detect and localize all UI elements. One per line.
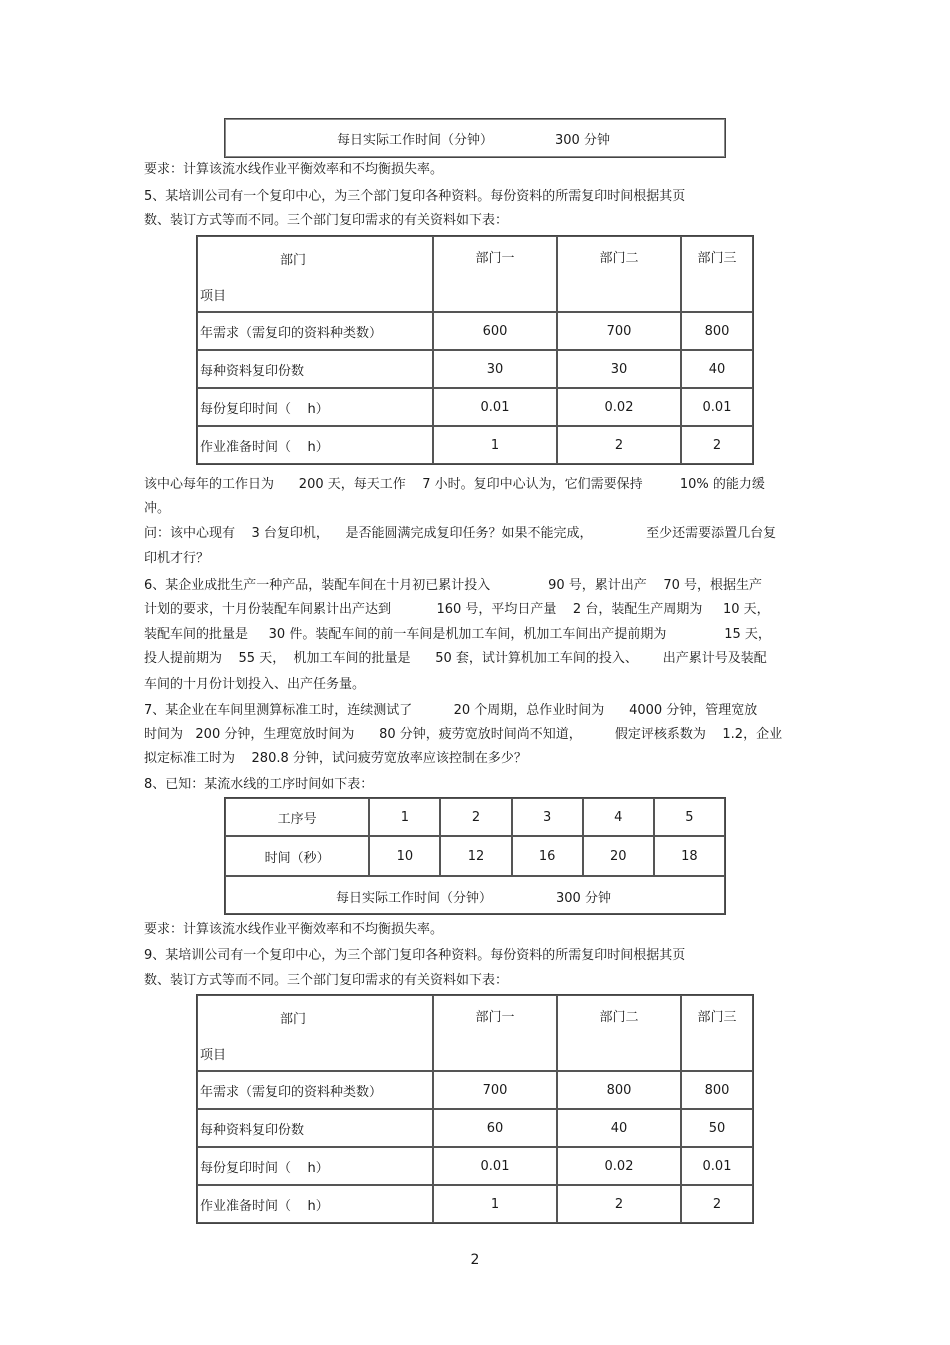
table-row [197,1185,753,1223]
corner-bottom: 项目 [200,1048,227,1063]
header-dept-3: 部门三 [681,995,753,1071]
cell: 4 [583,798,654,836]
text-line: 冲。 [144,501,171,516]
row-label: 工序号 [225,798,369,836]
row-label: 每种资料复印份数 [197,1109,433,1147]
text-line: 6、某企业成批生产一种产品，装配车间在十月初已累计投入 90 号，累计出产 70 号，根据生产 [144,578,763,593]
copy-demand-table-2 [196,994,754,1224]
row-label: 每份复印时间（ h） [197,388,433,426]
header-dept-1: 部门一 [433,995,557,1071]
corner-bottom: 项目 [200,289,227,304]
text-line: 车间的十月份计划投入、出产任务量。 [144,677,366,692]
summary-label: 每日实际工作时间（分钟） [336,891,493,906]
copy-demand-table-1 [196,235,754,465]
cell: 1 [369,798,440,836]
summary-value: 300 分钟 [555,133,610,148]
cell: 2 [440,798,511,836]
text-line: 时间为 200 分钟，生理宽放时间为 80 分钟，疲劳宽放时间尚不知道， 假定评核系数为 1.2，企业 [144,727,783,742]
row-label: 年需求（需复印的资料种类数） [197,312,433,350]
summary-label: 每日实际工作时间（分钟） [337,133,494,148]
text-line: 问：该中心现有 3 台复印机， 是否能圆满完成复印任务？如果不能完成， 至少还需要添置几台复 [144,526,777,541]
table-row [197,1109,753,1147]
text-line: 投人提前期为 55 天， 机加工车间的批量是 50 套，试计算机加工车间的投入、 出产累计号及装配 [144,651,767,666]
table-row [225,798,725,836]
table-row [197,350,753,388]
text-line: 该中心每年的工作日为 200 天，每天工作 7 小时。复印中心认为，它们需要保持 10% 的能力缓 [144,477,765,492]
text-line: 9、某培训公司有一个复印中心，为三个部门复印各种资料。每份资料的所需复印时间根据其页 [144,948,686,963]
row-label: 每份复印时间（ h） [197,1147,433,1185]
summary-cell [225,876,725,914]
header-dept-2: 部门二 [557,236,681,312]
cell: 5 [654,798,725,836]
cell: 2 [681,426,753,464]
cell: 40 [557,1109,681,1147]
text-line: 7、某企业在车间里测算标准工时，连续测试了 20 个周期，总作业时间为 4000 分钟，管理宽放 [144,703,758,718]
text-line: 要求：计算该流水线作业平衡效率和不均衡损失率。 [144,922,444,937]
page-number: 2 [470,1252,480,1268]
text-line: 要求：计算该流水线作业平衡效率和不均衡损失率。 [144,162,444,177]
row-label: 时间（秒） [225,836,369,876]
corner-top: 部门 [280,253,307,268]
cell: 2 [557,1185,681,1223]
text-line: 计划的要求，十月份装配车间累计出产达到 160 号，平均日产量 2 台，装配生产周期为 10 天， [144,602,770,617]
cell: 16 [512,836,583,876]
row-label: 年需求（需复印的资料种类数） [197,1071,433,1109]
table-row [197,388,753,426]
text-line: 5、某培训公司有一个复印中心，为三个部门复印各种资料。每份资料的所需复印时间根据其页 [144,189,686,204]
cell: 0.02 [557,388,681,426]
table-row [197,426,753,464]
corner-cell [197,995,433,1071]
cell: 700 [557,312,681,350]
cell: 0.01 [681,388,753,426]
table-row [225,876,725,914]
cell: 2 [681,1185,753,1223]
cell: 800 [681,312,753,350]
cell: 800 [557,1071,681,1109]
cell: 0.01 [433,388,557,426]
table-row [197,1071,753,1109]
cell: 18 [654,836,725,876]
cell: 700 [433,1071,557,1109]
summary-box-top [224,118,726,158]
cell: 0.01 [433,1147,557,1185]
cell: 1 [433,426,557,464]
cell: 3 [512,798,583,836]
cell: 600 [433,312,557,350]
text-line: 拟定标准工时为 280.8 分钟，试问疲劳宽放率应该控制在多少？ [144,751,527,766]
cell: 10 [369,836,440,876]
cell: 0.02 [557,1147,681,1185]
cell: 800 [681,1071,753,1109]
header-dept-2: 部门二 [557,995,681,1071]
table-row [225,836,725,876]
row-label: 作业准备时间（ h） [197,1185,433,1223]
corner-cell [197,236,433,312]
text-line: 数、装订方式等而不同。三个部门复印需求的有关资料如下表： [144,973,509,988]
row-label: 作业准备时间（ h） [197,426,433,464]
cell: 60 [433,1109,557,1147]
corner-top: 部门 [280,1012,307,1027]
cell: 12 [440,836,511,876]
cell: 30 [433,350,557,388]
summary-cell [225,119,725,157]
process-time-table [224,797,726,915]
table-row [197,312,753,350]
header-dept-1: 部门一 [433,236,557,312]
text-line: 装配车间的批量是 30 件。装配车间的前一车间是机加工车间，机加工车间出产提前期为 15 天， [144,627,771,642]
cell: 30 [557,350,681,388]
cell: 20 [583,836,654,876]
cell: 40 [681,350,753,388]
text-line: 数、装订方式等而不同。三个部门复印需求的有关资料如下表： [144,213,509,228]
header-dept-3: 部门三 [681,236,753,312]
cell: 2 [557,426,681,464]
cell: 50 [681,1109,753,1147]
text-line: 印机才行？ [144,551,210,566]
summary-value: 300 分钟 [556,891,611,906]
cell: 1 [433,1185,557,1223]
cell: 0.01 [681,1147,753,1185]
table-row [197,1147,753,1185]
text-line: 8、已知：某流水线的工序时间如下表： [144,777,374,792]
row-label: 每种资料复印份数 [197,350,433,388]
